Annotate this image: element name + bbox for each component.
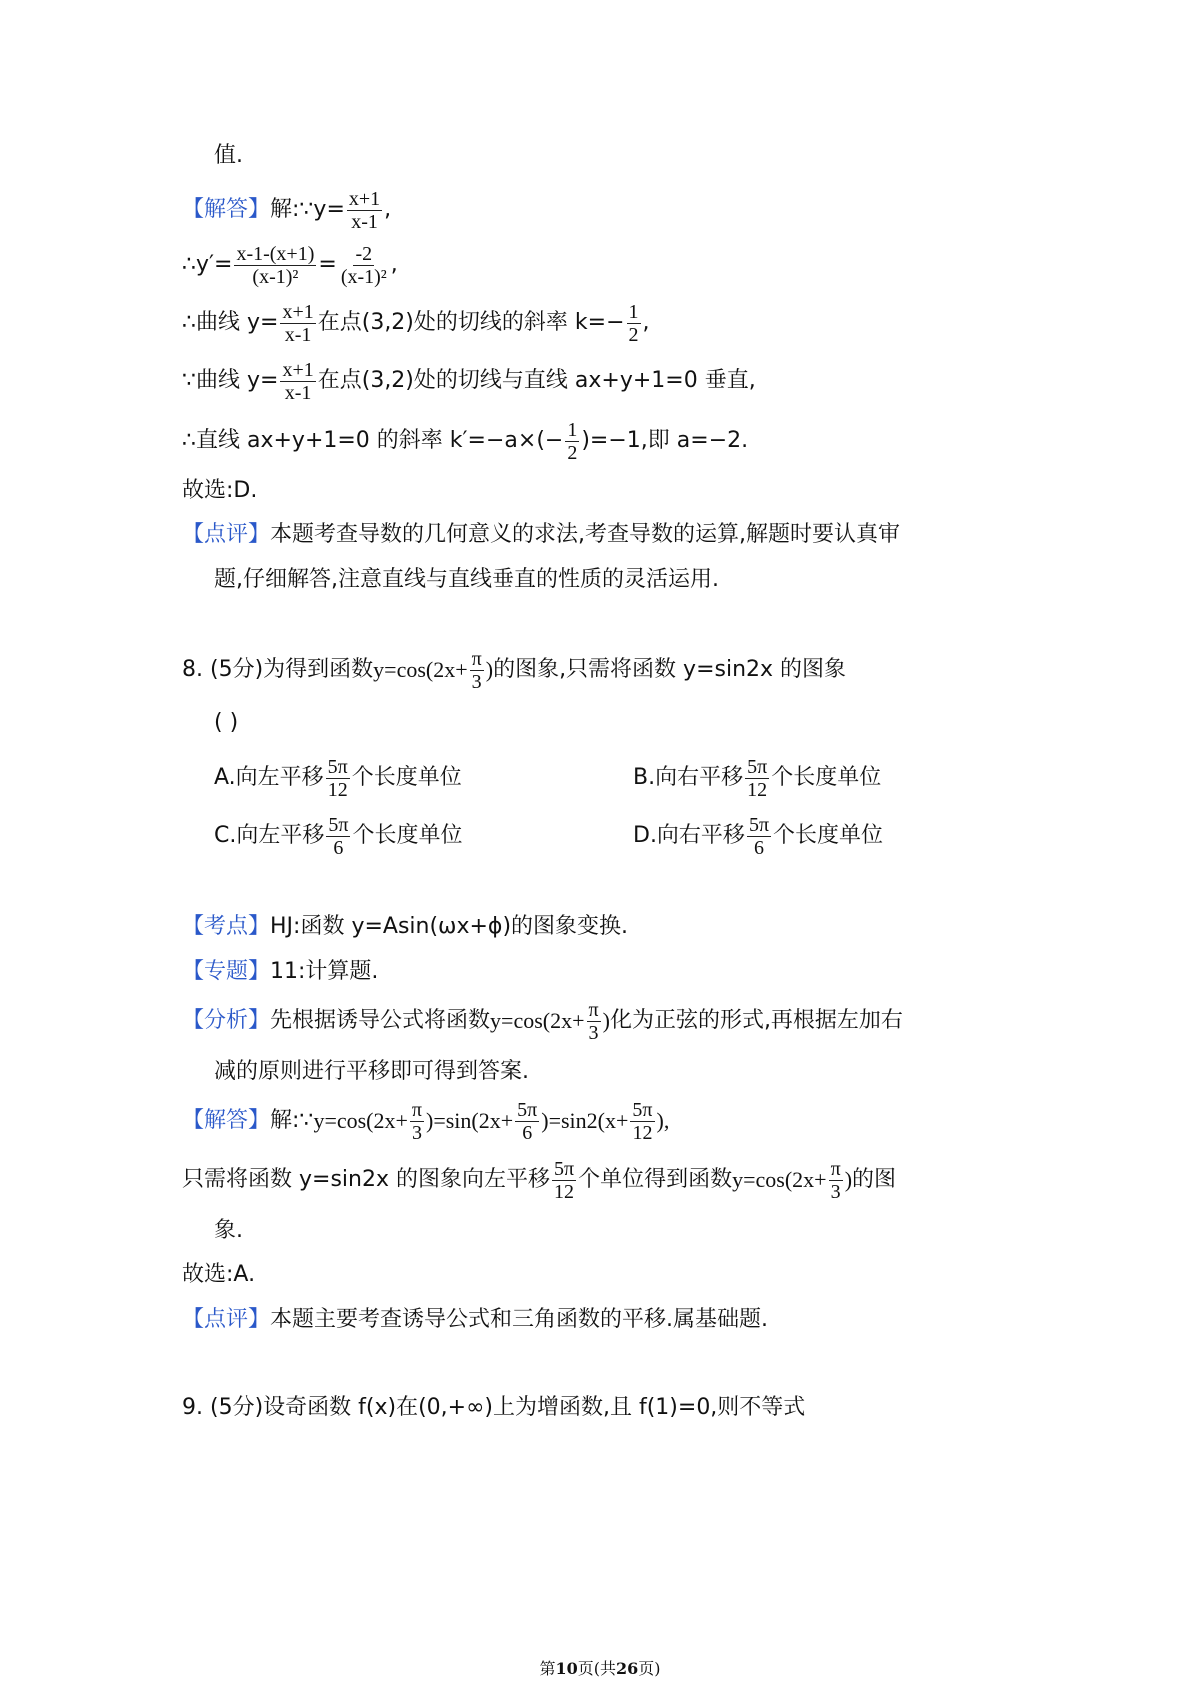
text: 解:∵y= <box>270 197 345 222</box>
text-line <box>214 1216 1050 1246</box>
numerator: π <box>411 1098 423 1121</box>
text: 个长度单位 <box>773 823 884 848</box>
answer-line <box>182 476 1050 506</box>
numerator: -2 <box>355 242 373 265</box>
formula-text: y=cos(2x+ <box>373 657 468 682</box>
option-c <box>214 810 462 862</box>
solution-line <box>182 1096 1050 1146</box>
numerator: 5π <box>553 1157 575 1180</box>
page-number: 10 <box>555 1659 578 1678</box>
page-total: 26 <box>616 1659 639 1678</box>
denominator: 6 <box>753 836 764 859</box>
formula-text: y=cos(2x+ <box>490 1008 585 1033</box>
text: 本题主要考查诱导公式和三角函数的平移.属基础题. <box>270 1307 769 1332</box>
text: , <box>390 252 398 277</box>
numerator: π <box>830 1157 841 1180</box>
comment-line <box>182 520 1050 550</box>
text: 象. <box>214 1218 243 1243</box>
numerator: 5π <box>748 813 770 836</box>
text: 解:∵ <box>270 1108 314 1133</box>
text: 个长度单位 <box>352 823 463 848</box>
comment-tag: 【点评】 <box>182 1307 271 1332</box>
denominator: 6 <box>333 836 344 859</box>
topic-line <box>182 957 1050 987</box>
denominator: (x-1)² <box>340 265 387 288</box>
text: 个单位得到函数 <box>578 1167 733 1192</box>
text: 值. <box>214 143 243 168</box>
text: 个长度单位 <box>351 765 462 790</box>
formula-text: ) <box>844 1167 853 1192</box>
fraction <box>552 1158 576 1203</box>
option-b <box>633 752 881 804</box>
denominator: 12 <box>554 1180 575 1203</box>
text-line <box>214 1057 1050 1087</box>
option-d <box>633 810 883 862</box>
text: (− <box>536 428 564 453</box>
text: 减的原则进行平移即可得到答案. <box>214 1059 529 1084</box>
fraction <box>234 243 316 288</box>
solution-tag: 【解答】 <box>182 1108 271 1133</box>
topic-tag: 【专题】 <box>182 959 271 984</box>
formula-text: ) <box>602 1008 610 1033</box>
solution-tag: 【解答】 <box>182 197 271 222</box>
analysis-tag: 【分析】 <box>182 1008 271 1033</box>
numerator: 5π <box>328 813 349 836</box>
comment-tag: 【点评】 <box>182 522 271 547</box>
text: B.向右平移 <box>633 765 744 790</box>
formula-text: y=cos(2x+ <box>313 1108 408 1133</box>
text: 页) <box>638 1659 661 1678</box>
text: ∴曲线 y= <box>182 310 279 335</box>
denominator: 12 <box>747 778 768 801</box>
denominator: 2 <box>567 441 578 464</box>
numerator: π <box>471 647 482 670</box>
fraction <box>280 359 315 404</box>
numerator: 5π <box>747 755 768 778</box>
text: 页(共 <box>577 1659 616 1678</box>
denominator: 12 <box>632 1121 653 1144</box>
denominator: 2 <box>628 323 639 346</box>
text: 第 <box>539 1659 556 1678</box>
fraction <box>339 243 389 288</box>
text: 只需将函数 y=sin2x 的图象向左平移 <box>182 1167 550 1192</box>
denominator: (x-1)² <box>252 265 299 288</box>
fraction <box>829 1158 843 1203</box>
numerator: x+1 <box>282 300 314 323</box>
text: , <box>384 197 392 222</box>
denominator: 3 <box>830 1180 841 1203</box>
solution-line-2 <box>182 1155 1050 1205</box>
formula-text: ) <box>485 657 494 682</box>
numerator: 1 <box>567 418 578 441</box>
fraction <box>410 1099 424 1144</box>
denominator: 3 <box>411 1121 422 1144</box>
question-9 <box>182 1393 1050 1423</box>
text: 本题考查导数的几何意义的求法,考查导数的运算,解题时要认真审 <box>270 522 901 547</box>
formula-text: )=sin(2x+ <box>426 1108 514 1133</box>
text: 9. (5分)设奇函数 f(x)在(0,+∞)上为增函数,且 f(1)=0,则不等式 <box>182 1395 806 1420</box>
numerator: x+1 <box>348 187 381 210</box>
denominator: x-1 <box>351 210 378 233</box>
knowledge-point-tag: 【考点】 <box>182 914 271 939</box>
text: 11:计算题. <box>270 959 379 984</box>
text: 的图象,只需将函数 y=sin2x 的图象 <box>493 657 847 682</box>
text: 题,仔细解答,注意直线与直线垂直的性质的灵活运用. <box>214 567 719 592</box>
fraction <box>280 301 315 346</box>
text: ∴y′= <box>182 252 233 277</box>
fraction <box>745 756 769 801</box>
answer-line <box>182 1260 1050 1290</box>
fraction <box>747 814 771 859</box>
denominator: 6 <box>522 1121 533 1144</box>
denominator: 12 <box>327 778 348 801</box>
formula-text: ), <box>656 1108 670 1133</box>
solution-line <box>182 188 1050 232</box>
text: )=−1,即 a=−2. <box>581 428 749 453</box>
fraction <box>630 1099 654 1144</box>
slope-k-prime-line <box>182 416 1050 466</box>
fraction <box>326 756 350 801</box>
numerator: π <box>588 998 599 1021</box>
analysis-line <box>182 996 1050 1046</box>
fraction <box>515 1099 539 1144</box>
text: , <box>642 310 650 335</box>
derivative-line <box>182 240 1050 290</box>
fraction <box>587 999 601 1044</box>
fraction <box>627 301 641 346</box>
text: ∴直线 ax+y+1=0 的斜率 k′=−a× <box>182 428 537 453</box>
numerator: x+1 <box>282 358 314 381</box>
denominator: x-1 <box>284 323 312 346</box>
fraction <box>326 814 350 859</box>
knowledge-point-line <box>182 912 1050 942</box>
fraction <box>470 648 484 693</box>
option-a <box>214 752 462 804</box>
text: ( ) <box>214 710 239 735</box>
numerator: 5π <box>327 755 348 778</box>
text: 故选:A. <box>182 1262 256 1287</box>
text: D.向右平移 <box>633 823 745 848</box>
fraction <box>565 419 579 464</box>
text: 个长度单位 <box>771 765 882 790</box>
denominator: 3 <box>471 670 482 693</box>
perpendicular-line <box>182 356 1050 406</box>
denominator: x-1 <box>284 381 312 404</box>
numerator: 5π <box>517 1098 538 1121</box>
slope-line <box>182 298 1050 348</box>
formula-text: )=sin2(x+ <box>541 1108 629 1133</box>
fraction <box>347 188 382 233</box>
text: C.向左平移 <box>214 823 325 848</box>
numerator: 5π <box>632 1098 653 1121</box>
text: 故选:D. <box>182 478 258 503</box>
text: = <box>318 252 337 277</box>
formula-text: y=cos(2x+ <box>732 1167 827 1192</box>
denominator: 3 <box>588 1021 599 1044</box>
text: 8. (5分)为得到函数 <box>182 657 374 682</box>
text: 先根据诱导公式将函数 <box>270 1008 491 1033</box>
text: 在点(3,2)处的切线与直线 ax+y+1=0 垂直, <box>317 368 756 393</box>
text: HJ:函数 y=Asin(ωx+ϕ)的图象变换. <box>270 914 629 939</box>
text: 的图 <box>852 1167 897 1192</box>
answer-blank <box>214 708 1050 738</box>
text: 在点(3,2)处的切线的斜率 k= <box>317 310 607 335</box>
page-footer <box>0 1656 1200 1679</box>
text: − <box>606 310 625 335</box>
text-line <box>214 565 1050 595</box>
numerator: 1 <box>628 300 639 323</box>
question-8 <box>182 645 1050 695</box>
text-line <box>214 141 1050 171</box>
numerator: x-1-(x+1) <box>236 242 315 265</box>
text: 化为正弦的形式,再根据左加右 <box>609 1008 903 1033</box>
text: ∵曲线 y= <box>182 368 279 393</box>
comment-line <box>182 1305 1050 1335</box>
text: A.向左平移 <box>214 765 324 790</box>
